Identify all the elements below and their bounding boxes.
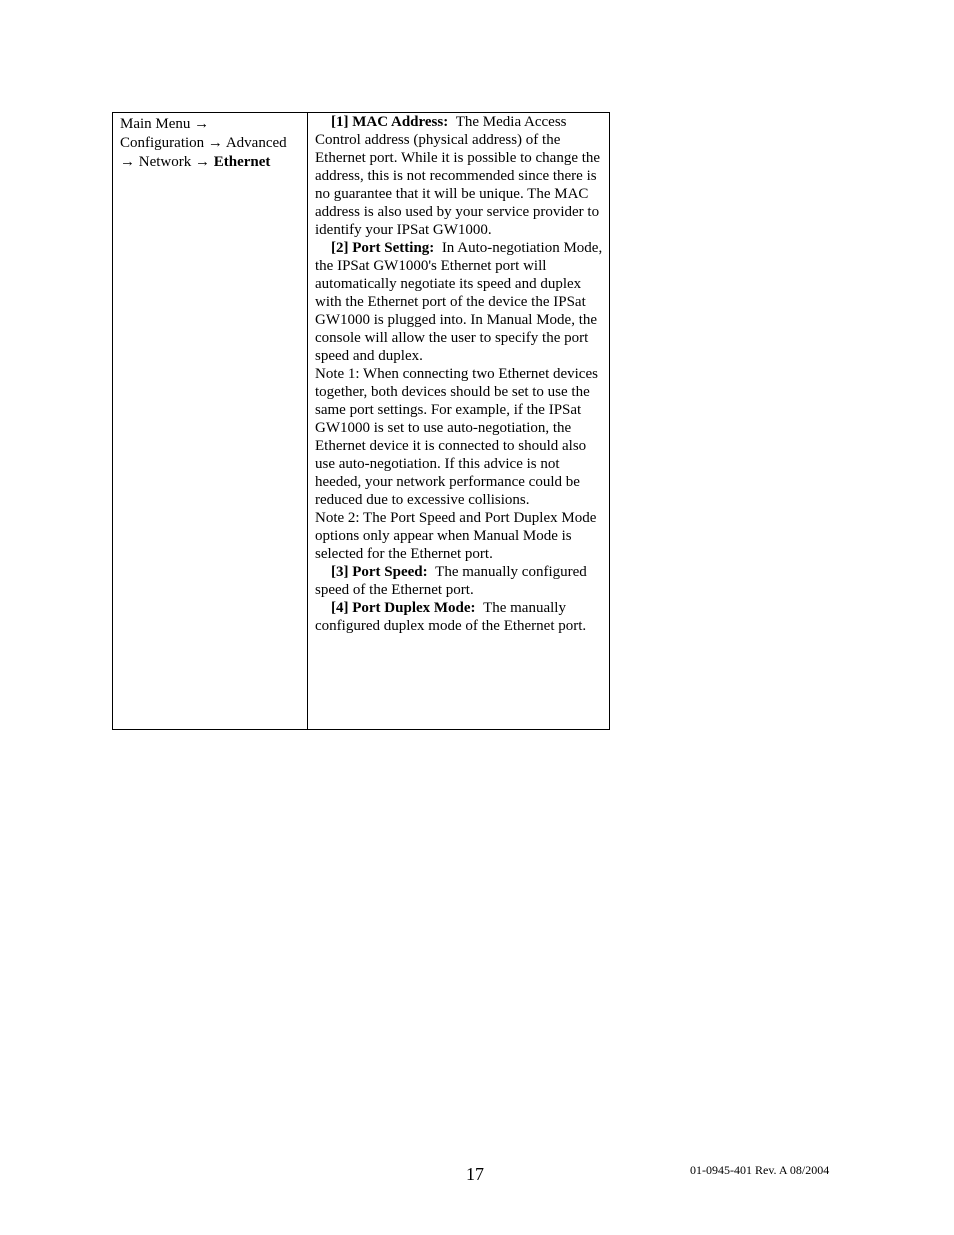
item-port-speed bbox=[315, 563, 603, 599]
item-label: [2] Port Setting: bbox=[331, 240, 435, 256]
item-label: [4] Port Duplex Mode: bbox=[331, 600, 476, 616]
item-text: In Auto-negotiation Mode, the IPSat GW1000's Ethernet port will automatically negotiate its speed and duplex with the Ethernet port of the device the IPSat GW1000 is plugged into. In Manual Mode, the console will allow the user to specify the port speed and duplex. bbox=[315, 240, 603, 364]
item-text: The Media Access Control address (physical address) of the Ethernet port. While it is possible to change the address, this is not recommended since there is no guarantee that it will be unique. The MAC address is also used by your service provider to identify your IPSat GW1000. bbox=[315, 114, 601, 238]
note-2: Note 2: The Port Speed and Port Duplex Mode options only appear when Manual Mode is selected for the Ethernet port. bbox=[315, 510, 597, 562]
breadcrumb-network: Network bbox=[138, 154, 192, 170]
item-port-setting bbox=[315, 239, 603, 365]
item-port-duplex-mode bbox=[315, 599, 603, 635]
item-label: [1] MAC Address: bbox=[331, 114, 449, 130]
arrow-icon: → bbox=[194, 116, 210, 132]
description-cell bbox=[308, 113, 609, 729]
arrow-icon: → bbox=[195, 154, 210, 170]
breadcrumb-configuration: Configuration bbox=[120, 135, 205, 151]
menu-path-cell bbox=[113, 113, 308, 729]
item-label: [3] Port Speed: bbox=[331, 564, 428, 580]
note-1: Note 1: When connecting two Ethernet devices together, both devices should be set to use the same port settings. For example, if the IPSat GW1000 is set to use auto-negotiation, the Ethernet device it is connected to should also use auto-negotiation. If this advice is not heeded, your network performance could be reduced due to excessive collisions. bbox=[315, 366, 598, 508]
breadcrumb-main-menu: Main Menu bbox=[120, 116, 191, 132]
arrow-icon: → bbox=[207, 135, 223, 151]
document-revision: 01-0945-401 Rev. A 08/2004 bbox=[690, 1163, 830, 1177]
item-text: The manually configured speed of the Ethernet port. bbox=[315, 564, 587, 598]
breadcrumb-ethernet: Ethernet bbox=[213, 154, 271, 170]
item-mac-address bbox=[315, 113, 603, 239]
page-number: 17 bbox=[466, 1164, 484, 1184]
item-text: The manually configured duplex mode of the Ethernet port. bbox=[315, 600, 587, 634]
arrow-icon: → bbox=[120, 154, 135, 170]
breadcrumb-advanced: Advanced bbox=[225, 135, 287, 151]
menu-description-table bbox=[112, 112, 610, 730]
